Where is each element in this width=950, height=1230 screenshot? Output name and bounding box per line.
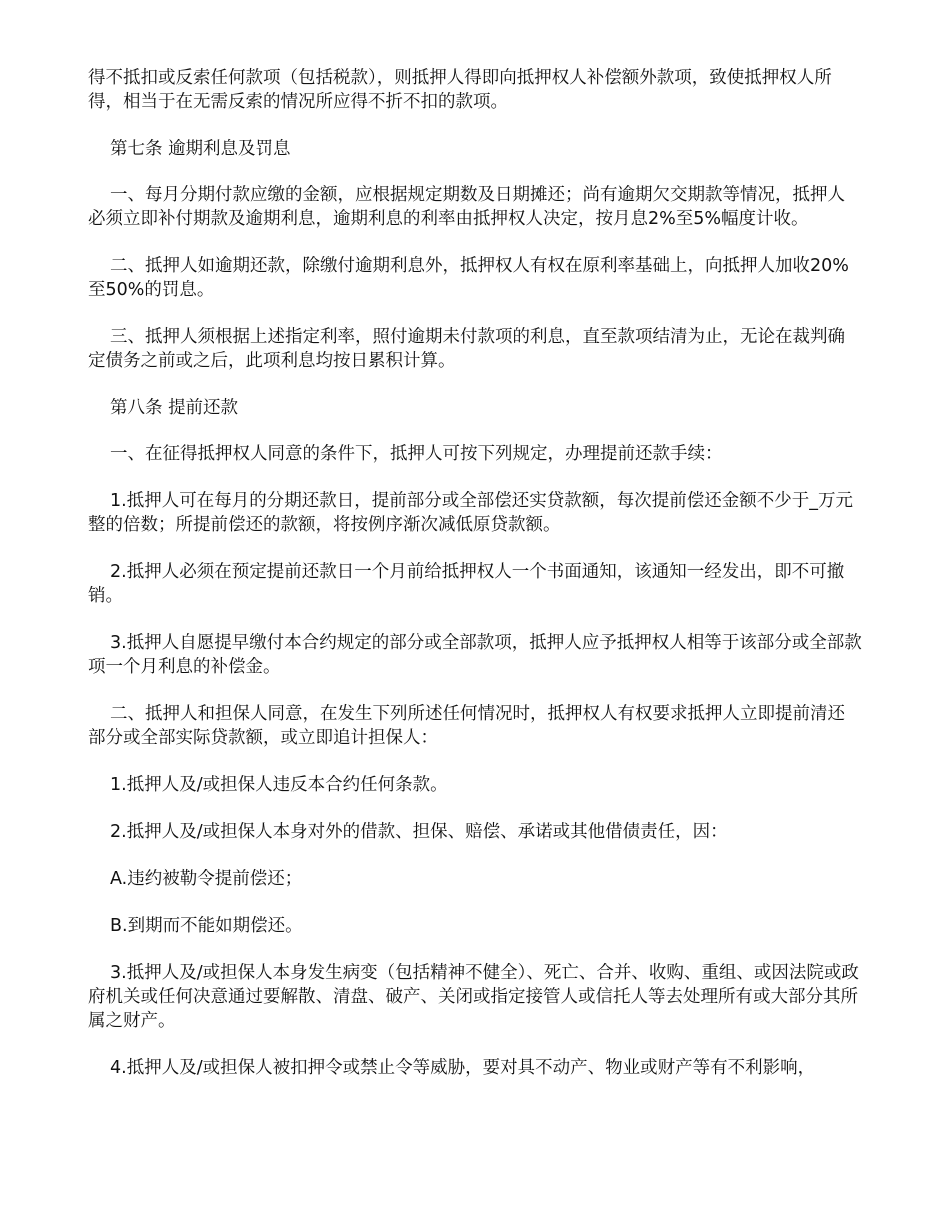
article-7-clause-3: 三、抵押人须根据上述指定利率，照付逾期未付款项的利息，直至款项结清为止，无论在裁判确定债务之前或之后，此项利息均按日累积计算。 xyxy=(88,327,845,371)
article-8-item-1-3: 3.抵押人自愿提早缴付本合约规定的部分或全部款项，抵押人应予抵押权人相等于该部分或全部款项一个月利息的补偿金。 xyxy=(88,633,862,677)
article-8-clause-1: 一、在征得抵押权人同意的条件下，抵押人可按下列规定，办理提前还款手续： xyxy=(110,444,723,464)
paragraph-continuation: 得不抵扣或反索任何款项（包括税款），则抵押人得即向抵押权人补偿额外款项，致使抵押权人所得，相当于在无需反索的情况所应得不折不扣的款项。 xyxy=(88,68,832,112)
article-7-heading: 第七条 逾期利息及罚息 xyxy=(110,139,291,159)
article-8-clause-2: 二、抵押人和担保人同意，在发生下列所述任何情况时，抵押权人有权要求抵押人立即提前清还部分或全部实际贷款额，或立即追计担保人： xyxy=(88,704,845,748)
document-page xyxy=(88,66,862,1103)
article-8-item-2-2-a: A.违约被勒令提前偿还； xyxy=(110,869,303,889)
article-8-item-2-1: 1.抵押人及/或担保人违反本合约任何条款。 xyxy=(110,775,448,795)
article-8-item-2-3: 3.抵押人及/或担保人本身发生病变（包括精神不健全）、死亡、合并、收购、重组、或因法院或政府机关或任何决意通过要解散、清盘、破产、关闭或指定接管人或信托人等去处理所有或大部分其所属之财产。 xyxy=(88,963,859,1031)
article-7-clause-1: 一、每月分期付款应缴的金额，应根据规定期数及日期摊还；尚有逾期欠交期款等情况，抵押人必须立即补付期款及逾期利息，逾期利息的利率由抵押权人决定，按月息2%至5%幅度计收。 xyxy=(88,185,845,229)
article-8-item-1-2: 2.抵押人必须在预定提前还款日一个月前给抵押权人一个书面通知，该通知一经发出，即不可撤销。 xyxy=(88,562,845,606)
article-8-item-2-2: 2.抵押人及/或担保人本身对外的借款、担保、赔偿、承诺或其他借债责任，因： xyxy=(110,822,728,842)
article-8-item-1-1: 1.抵押人可在每月的分期还款日，提前部分或全部偿还实贷款额，每次提前偿还金额不少于_万元整的倍数；所提前偿还的款额，将按例序渐次减低原贷款额。 xyxy=(88,491,853,535)
article-7-clause-2: 二、抵押人如逾期还款，除缴付逾期利息外，抵押权人有权在原利率基础上，向抵押人加收20%至50%的罚息。 xyxy=(88,256,849,300)
article-8-heading: 第八条 提前还款 xyxy=(110,398,239,418)
article-8-item-2-2-b: B.到期而不能如期偿还。 xyxy=(110,916,303,936)
article-8-item-2-4: 4.抵押人及/或担保人被扣押令或禁止令等威胁，要对具不动产、物业或财产等有不利影响， xyxy=(110,1058,816,1078)
